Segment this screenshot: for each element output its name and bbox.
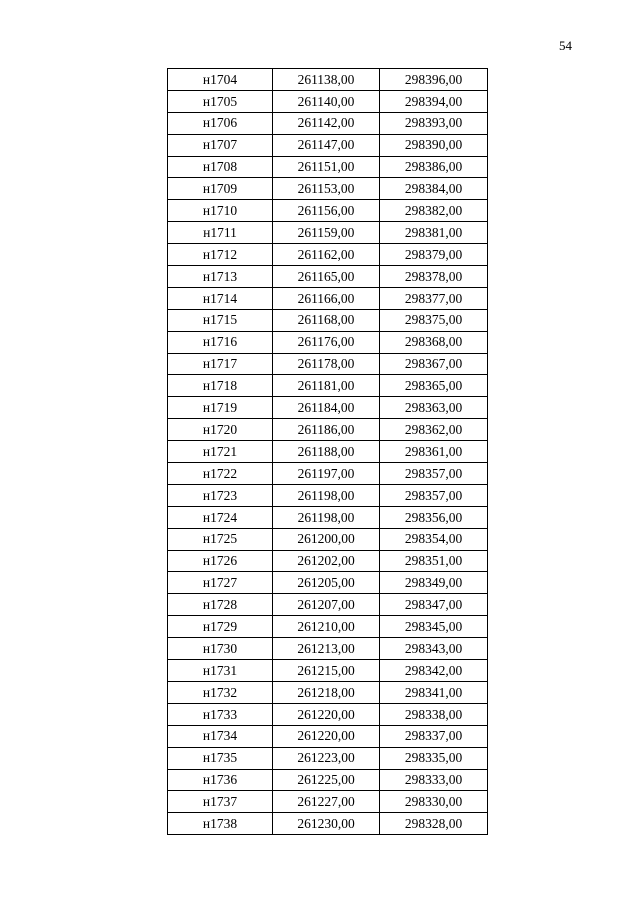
point-id-cell: н1732 bbox=[168, 681, 273, 703]
table-row bbox=[168, 747, 488, 769]
table-row bbox=[168, 69, 488, 91]
x-coordinate-cell: 261197,00 bbox=[273, 463, 380, 485]
table-row bbox=[168, 638, 488, 660]
page-number: 54 bbox=[559, 38, 572, 53]
y-coordinate-cell: 298349,00 bbox=[380, 572, 488, 594]
point-id-cell: н1734 bbox=[168, 725, 273, 747]
table-row bbox=[168, 725, 488, 747]
table-row bbox=[168, 660, 488, 682]
table-row bbox=[168, 353, 488, 375]
x-coordinate-cell: 261223,00 bbox=[273, 747, 380, 769]
table-row bbox=[168, 397, 488, 419]
x-coordinate-cell: 261168,00 bbox=[273, 309, 380, 331]
x-coordinate-cell: 261188,00 bbox=[273, 441, 380, 463]
x-coordinate-cell: 261151,00 bbox=[273, 156, 380, 178]
point-id-cell: н1711 bbox=[168, 222, 273, 244]
point-id-cell: н1728 bbox=[168, 594, 273, 616]
point-id-cell: н1736 bbox=[168, 769, 273, 791]
table-row bbox=[168, 375, 488, 397]
y-coordinate-cell: 298342,00 bbox=[380, 660, 488, 682]
y-coordinate-cell: 298378,00 bbox=[380, 266, 488, 288]
x-coordinate-cell: 261225,00 bbox=[273, 769, 380, 791]
table-row bbox=[168, 200, 488, 222]
y-coordinate-cell: 298354,00 bbox=[380, 528, 488, 550]
table-row bbox=[168, 463, 488, 485]
table-row bbox=[168, 441, 488, 463]
point-id-cell: н1730 bbox=[168, 638, 273, 660]
x-coordinate-cell: 261165,00 bbox=[273, 266, 380, 288]
point-id-cell: н1733 bbox=[168, 703, 273, 725]
y-coordinate-cell: 298384,00 bbox=[380, 178, 488, 200]
table-row bbox=[168, 791, 488, 813]
y-coordinate-cell: 298338,00 bbox=[380, 703, 488, 725]
y-coordinate-cell: 298362,00 bbox=[380, 419, 488, 441]
point-id-cell: н1717 bbox=[168, 353, 273, 375]
table-row bbox=[168, 813, 488, 835]
point-id-cell: н1707 bbox=[168, 134, 273, 156]
point-id-cell: н1706 bbox=[168, 112, 273, 134]
x-coordinate-cell: 261198,00 bbox=[273, 484, 380, 506]
x-coordinate-cell: 261176,00 bbox=[273, 331, 380, 353]
table-row bbox=[168, 134, 488, 156]
point-id-cell: н1724 bbox=[168, 506, 273, 528]
table-row bbox=[168, 616, 488, 638]
table-row bbox=[168, 769, 488, 791]
x-coordinate-cell: 261140,00 bbox=[273, 90, 380, 112]
table-row bbox=[168, 90, 488, 112]
x-coordinate-cell: 261138,00 bbox=[273, 69, 380, 91]
y-coordinate-cell: 298361,00 bbox=[380, 441, 488, 463]
point-id-cell: н1722 bbox=[168, 463, 273, 485]
point-id-cell: н1718 bbox=[168, 375, 273, 397]
point-id-cell: н1735 bbox=[168, 747, 273, 769]
y-coordinate-cell: 298357,00 bbox=[380, 484, 488, 506]
y-coordinate-cell: 298356,00 bbox=[380, 506, 488, 528]
y-coordinate-cell: 298333,00 bbox=[380, 769, 488, 791]
point-id-cell: н1714 bbox=[168, 287, 273, 309]
table-row bbox=[168, 244, 488, 266]
point-id-cell: н1720 bbox=[168, 419, 273, 441]
x-coordinate-cell: 261230,00 bbox=[273, 813, 380, 835]
y-coordinate-cell: 298337,00 bbox=[380, 725, 488, 747]
point-id-cell: н1738 bbox=[168, 813, 273, 835]
table-row bbox=[168, 222, 488, 244]
point-id-cell: н1726 bbox=[168, 550, 273, 572]
point-id-cell: н1729 bbox=[168, 616, 273, 638]
y-coordinate-cell: 298396,00 bbox=[380, 69, 488, 91]
table-row bbox=[168, 419, 488, 441]
table-row bbox=[168, 178, 488, 200]
x-coordinate-cell: 261198,00 bbox=[273, 506, 380, 528]
x-coordinate-cell: 261186,00 bbox=[273, 419, 380, 441]
table-row bbox=[168, 594, 488, 616]
y-coordinate-cell: 298375,00 bbox=[380, 309, 488, 331]
point-id-cell: н1709 bbox=[168, 178, 273, 200]
y-coordinate-cell: 298341,00 bbox=[380, 681, 488, 703]
y-coordinate-cell: 298363,00 bbox=[380, 397, 488, 419]
x-coordinate-cell: 261184,00 bbox=[273, 397, 380, 419]
y-coordinate-cell: 298365,00 bbox=[380, 375, 488, 397]
table-row bbox=[168, 309, 488, 331]
table-row bbox=[168, 156, 488, 178]
table-row bbox=[168, 112, 488, 134]
table-row bbox=[168, 572, 488, 594]
x-coordinate-cell: 261210,00 bbox=[273, 616, 380, 638]
y-coordinate-cell: 298343,00 bbox=[380, 638, 488, 660]
point-id-cell: н1716 bbox=[168, 331, 273, 353]
y-coordinate-cell: 298351,00 bbox=[380, 550, 488, 572]
x-coordinate-cell: 261200,00 bbox=[273, 528, 380, 550]
y-coordinate-cell: 298381,00 bbox=[380, 222, 488, 244]
point-id-cell: н1727 bbox=[168, 572, 273, 594]
table-row bbox=[168, 287, 488, 309]
x-coordinate-cell: 261178,00 bbox=[273, 353, 380, 375]
point-id-cell: н1725 bbox=[168, 528, 273, 550]
x-coordinate-cell: 261181,00 bbox=[273, 375, 380, 397]
point-id-cell: н1704 bbox=[168, 69, 273, 91]
y-coordinate-cell: 298386,00 bbox=[380, 156, 488, 178]
y-coordinate-cell: 298390,00 bbox=[380, 134, 488, 156]
x-coordinate-cell: 261218,00 bbox=[273, 681, 380, 703]
x-coordinate-cell: 261156,00 bbox=[273, 200, 380, 222]
x-coordinate-cell: 261166,00 bbox=[273, 287, 380, 309]
x-coordinate-cell: 261213,00 bbox=[273, 638, 380, 660]
x-coordinate-cell: 261220,00 bbox=[273, 703, 380, 725]
x-coordinate-cell: 261162,00 bbox=[273, 244, 380, 266]
y-coordinate-cell: 298328,00 bbox=[380, 813, 488, 835]
point-id-cell: н1705 bbox=[168, 90, 273, 112]
x-coordinate-cell: 261207,00 bbox=[273, 594, 380, 616]
point-id-cell: н1737 bbox=[168, 791, 273, 813]
y-coordinate-cell: 298367,00 bbox=[380, 353, 488, 375]
table-row bbox=[168, 528, 488, 550]
point-id-cell: н1723 bbox=[168, 484, 273, 506]
point-id-cell: н1708 bbox=[168, 156, 273, 178]
y-coordinate-cell: 298330,00 bbox=[380, 791, 488, 813]
x-coordinate-cell: 261215,00 bbox=[273, 660, 380, 682]
point-id-cell: н1712 bbox=[168, 244, 273, 266]
y-coordinate-cell: 298345,00 bbox=[380, 616, 488, 638]
x-coordinate-cell: 261220,00 bbox=[273, 725, 380, 747]
point-id-cell: н1719 bbox=[168, 397, 273, 419]
y-coordinate-cell: 298382,00 bbox=[380, 200, 488, 222]
table-row bbox=[168, 681, 488, 703]
table-row bbox=[168, 484, 488, 506]
table-row bbox=[168, 550, 488, 572]
x-coordinate-cell: 261205,00 bbox=[273, 572, 380, 594]
coordinates-table-body bbox=[168, 69, 488, 835]
y-coordinate-cell: 298379,00 bbox=[380, 244, 488, 266]
x-coordinate-cell: 261159,00 bbox=[273, 222, 380, 244]
y-coordinate-cell: 298394,00 bbox=[380, 90, 488, 112]
x-coordinate-cell: 261153,00 bbox=[273, 178, 380, 200]
y-coordinate-cell: 298347,00 bbox=[380, 594, 488, 616]
y-coordinate-cell: 298335,00 bbox=[380, 747, 488, 769]
coordinates-table bbox=[167, 68, 488, 835]
point-id-cell: н1710 bbox=[168, 200, 273, 222]
point-id-cell: н1721 bbox=[168, 441, 273, 463]
y-coordinate-cell: 298357,00 bbox=[380, 463, 488, 485]
x-coordinate-cell: 261202,00 bbox=[273, 550, 380, 572]
table-row bbox=[168, 506, 488, 528]
point-id-cell: н1715 bbox=[168, 309, 273, 331]
table-row bbox=[168, 703, 488, 725]
table-row bbox=[168, 266, 488, 288]
point-id-cell: н1731 bbox=[168, 660, 273, 682]
table-row bbox=[168, 331, 488, 353]
x-coordinate-cell: 261147,00 bbox=[273, 134, 380, 156]
y-coordinate-cell: 298368,00 bbox=[380, 331, 488, 353]
point-id-cell: н1713 bbox=[168, 266, 273, 288]
y-coordinate-cell: 298377,00 bbox=[380, 287, 488, 309]
x-coordinate-cell: 261227,00 bbox=[273, 791, 380, 813]
y-coordinate-cell: 298393,00 bbox=[380, 112, 488, 134]
x-coordinate-cell: 261142,00 bbox=[273, 112, 380, 134]
